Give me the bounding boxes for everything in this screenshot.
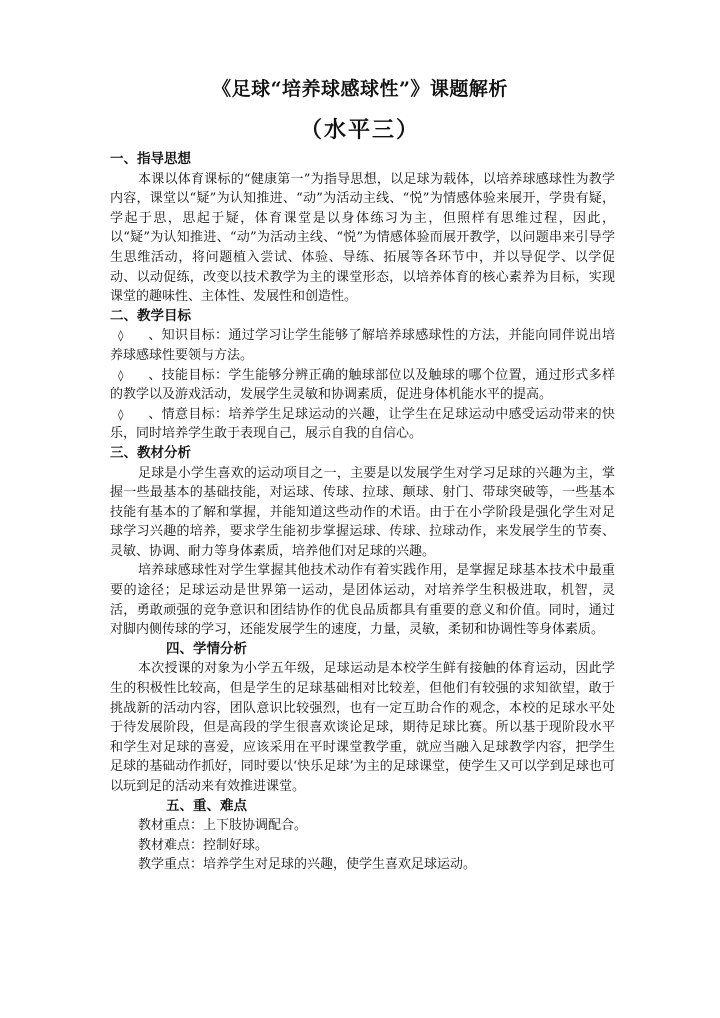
goal-skill-text: 、技能目标：学生能够分辨正确的触球部位以及触球的哪个位置，通过形式多样的教学以及游戏活动，发展学生灵敏和协调素质，促进身体机能水平的提高。 (110, 367, 615, 403)
paragraph-material-analysis-1: 足球是小学生喜欢的运动项目之一，主要是以发展学生对学习足球的兴趣为主，掌握一些最基本的基础技能，对运球、传球、拉球、颠球、射门、带球突破等，一些基本技能有基本的了解和掌握，并能知道这些动作的术语。由于在小学阶段是强化学生对足球学习兴趣的培养，要求学生能初步掌握运球、传球、拉球动作，来发展学生的节奏、灵敏、协调、耐力等身体素质，培养他们对足球的兴趣。 (110, 465, 615, 559)
goal-skill (110, 366, 615, 405)
section-heading-key-points: 五、重、难点 (166, 797, 247, 814)
section-heading-teaching-goals: 二、教学目标 (110, 307, 191, 324)
diamond-bullet-icon: ◊ (118, 368, 124, 382)
goal-emotion-text: 、情意目标：培养学生足球运动的兴趣，让学生在足球运动中感受运动带来的快乐，同时培养学生敢于表现自己，展示自我的自信心。 (110, 406, 615, 442)
section-heading-material-analysis: 三、教材分析 (110, 444, 191, 461)
paragraph-student-analysis: 本次授课的对象为小学五年级，足球运动是本校学生鲜有接触的体育运动，因此学生的积极性比较高，但是学生的足球基础相对比较差，但他们有较强的求知欲望，敢于挑战新的活动内容，团队意识比较强烈，也有一定互助合作的观念，本校的足球水平处于待发展阶段，但是高段的学生很喜欢谈论足球，期待足球比赛。所以基于现阶段水平和学生对足球的喜爱，应该采用在平时课堂教学重，就应当融入足球教学内容，把学生足球的基础动作抓好，同时要以‘快乐足球’为主的足球课堂，使学生又可以学到足球也可以玩到足的活动来有效推进课堂。 (110, 661, 615, 794)
paragraph-guiding-ideology: 本课以体育课标的“健康第一”为指导思想，以足球为载体，以培养球感球性为教学内容，课堂以“疑”为认知推进、“动”为活动主线、“悦”为情感体验来展开，学贵有疑，学起于思，思起于疑，体育课堂是以身体练习为主，但照样有思维过程，因此，以“疑”为认知推进、“动”为活动主线、“悦”为情感体验而展开教学，以问题串来引导学生思维活动，将问题植入尝试、体验、导练、拓展等各环节中，并以导促学、以学促动、以动促练，改变以技术教学为主的课堂形态，以培养体育的核心素养为目标，实现课堂的趣味性、主体性、发展性和创造性。 (110, 171, 615, 305)
goal-knowledge-text: 、知识目标：通过学习让学生能够了解培养球感球性的方法，并能向同伴说出培养球感球性要领与方法。 (110, 328, 615, 363)
key-point-teaching-focus: 教学重点：培养学生对足球的兴趣，使学生喜欢足球运动。 (138, 857, 477, 873)
goal-knowledge (110, 326, 615, 365)
section-heading-student-analysis: 四、学情分析 (166, 640, 247, 657)
document-body (110, 150, 615, 875)
goal-emotion (110, 405, 615, 444)
paragraph-material-analysis-2: 培养球感球性对学生掌握其他技术动作有着实践作用，是掌握足球基本技术中最重要的途径；足球运动是世界第一运动，是团体运动，对培养学生积极进取，机智，灵活，勇敢顽强的竞争意识和团结协作的优良品质都具有重要的意义和价值。同时，通过对脚内侧传球的学习，还能发展学生的速度，力量，灵敏，柔韧和协调性等身体素质。 (110, 563, 615, 638)
document-title: 《足球“培养球感球性”》课题解析 (212, 78, 508, 100)
section-heading-guiding-ideology: 一、指导思想 (110, 151, 191, 167)
key-point-material-difficulty: 教材难点：控制好球。 (138, 837, 269, 853)
key-point-material-focus: 教材重点：上下肢协调配合。 (138, 818, 308, 834)
diamond-bullet-icon: ◊ (118, 407, 124, 421)
document-subtitle: （水平三） (299, 117, 420, 143)
diamond-bullet-icon: ◊ (118, 329, 124, 343)
